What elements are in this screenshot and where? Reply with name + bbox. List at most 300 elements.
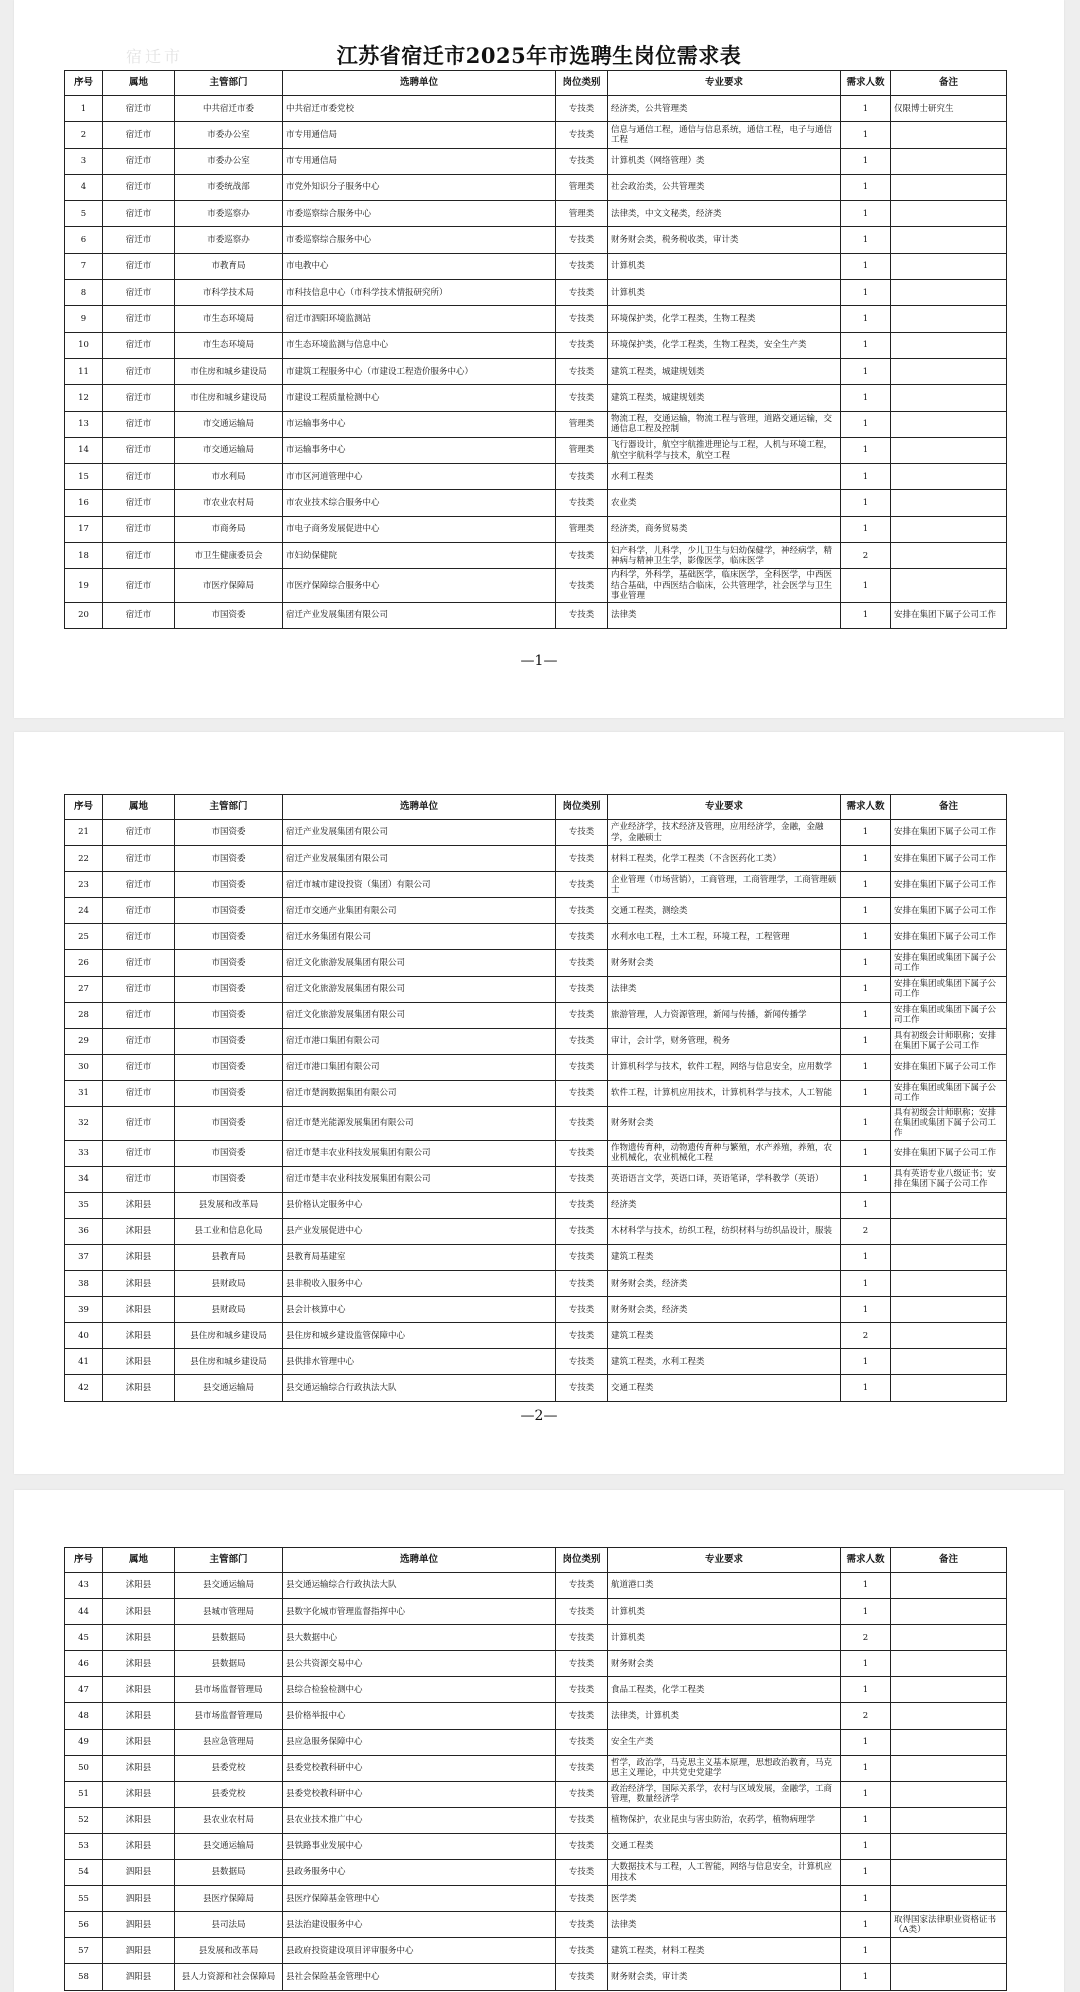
cell-remark (891, 1297, 1007, 1323)
cell-category: 专技类 (556, 1349, 608, 1375)
cell-locality: 沭阳县 (103, 1651, 175, 1677)
cell-locality: 宿迁市 (103, 1080, 175, 1106)
cell-requirement: 财务财会类 (608, 950, 841, 976)
cell-count: 1 (841, 1054, 891, 1080)
cell-locality: 宿迁市 (103, 516, 175, 542)
cell-unit: 市科技信息中心（市科学技术情报研究所） (283, 280, 556, 306)
table-row (65, 1599, 1007, 1625)
cell-count: 1 (841, 1192, 891, 1218)
cell-remark (891, 1964, 1007, 1990)
cell-count: 1 (841, 280, 891, 306)
cell-index: 20 (65, 602, 103, 628)
cell-department: 市住房和城乡建设局 (175, 358, 283, 384)
cell-remark (891, 464, 1007, 490)
cell-remark (891, 1833, 1007, 1859)
cell-department: 县医疗保障局 (175, 1886, 283, 1912)
cell-remark: 取得国家法律职业资格证书（A类） (891, 1912, 1007, 1938)
cell-index: 43 (65, 1573, 103, 1599)
cell-unit: 宿迁市港口集团有限公司 (283, 1028, 556, 1054)
table-row (65, 332, 1007, 358)
cell-count: 1 (841, 122, 891, 148)
cell-unit: 县非税收入服务中心 (283, 1271, 556, 1297)
cell-department: 市国资委 (175, 976, 283, 1002)
cell-unit: 宿迁市港口集团有限公司 (283, 1054, 556, 1080)
cell-department: 县应急管理局 (175, 1729, 283, 1755)
cell-count: 1 (841, 898, 891, 924)
cell-count: 1 (841, 1964, 891, 1990)
cell-requirement: 建筑工程类 (608, 1244, 841, 1270)
cell-remark (891, 201, 1007, 227)
cell-count: 1 (841, 306, 891, 332)
cell-department: 县交通运输局 (175, 1573, 283, 1599)
cell-count: 1 (841, 1244, 891, 1270)
table-row (65, 411, 1007, 437)
cell-count: 2 (841, 1323, 891, 1349)
cell-department: 县市场监督管理局 (175, 1703, 283, 1729)
cell-locality: 宿迁市 (103, 96, 175, 122)
cell-category: 专技类 (556, 1599, 608, 1625)
cell-locality: 沭阳县 (103, 1625, 175, 1651)
cell-count: 1 (841, 253, 891, 279)
cell-unit: 宿迁市交通产业集团有限公司 (283, 898, 556, 924)
cell-department: 市国资委 (175, 950, 283, 976)
cell-department: 县财政局 (175, 1271, 283, 1297)
cell-unit: 宿迁产业发展集团有限公司 (283, 820, 556, 846)
cell-unit: 宿迁产业发展集团有限公司 (283, 846, 556, 872)
cell-department: 县教育局 (175, 1244, 283, 1270)
cell-requirement: 环境保护类，化学工程类，生物工程类，安全生产类 (608, 332, 841, 358)
column-header-department: 主管部门 (175, 795, 283, 820)
table-row (65, 1080, 1007, 1106)
table-row (65, 872, 1007, 898)
cell-unit: 县供排水管理中心 (283, 1349, 556, 1375)
cell-department: 县委党校 (175, 1781, 283, 1807)
cell-requirement: 财务财会类 (608, 1651, 841, 1677)
cell-remark (891, 1349, 1007, 1375)
cell-count: 2 (841, 1703, 891, 1729)
cell-count: 1 (841, 1573, 891, 1599)
cell-locality: 宿迁市 (103, 464, 175, 490)
cell-index: 18 (65, 543, 103, 569)
cell-index: 23 (65, 872, 103, 898)
cell-index: 35 (65, 1192, 103, 1218)
cell-count: 1 (841, 358, 891, 384)
cell-locality: 泗阳县 (103, 1912, 175, 1938)
cell-category: 专技类 (556, 1166, 608, 1192)
table-header-row (65, 795, 1007, 820)
column-header-index: 序号 (65, 795, 103, 820)
cell-category: 专技类 (556, 820, 608, 846)
cell-count: 1 (841, 1297, 891, 1323)
column-header-category: 岗位类别 (556, 795, 608, 820)
cell-department: 市委办公室 (175, 122, 283, 148)
cell-department: 市卫生健康委员会 (175, 543, 283, 569)
cell-category: 专技类 (556, 1140, 608, 1166)
cell-count: 1 (841, 1271, 891, 1297)
table-row (65, 1297, 1007, 1323)
cell-category: 专技类 (556, 358, 608, 384)
table-row (65, 1912, 1007, 1938)
cell-requirement: 交通工程类，测绘类 (608, 898, 841, 924)
cell-unit: 宿迁市楚润数据集团有限公司 (283, 1080, 556, 1106)
cell-locality: 宿迁市 (103, 950, 175, 976)
cell-index: 14 (65, 437, 103, 463)
cell-locality: 宿迁市 (103, 898, 175, 924)
cell-index: 8 (65, 280, 103, 306)
cell-unit: 宿迁市泗阳环境监测站 (283, 306, 556, 332)
cell-category: 专技类 (556, 1912, 608, 1938)
cell-category: 管理类 (556, 201, 608, 227)
cell-locality: 宿迁市 (103, 332, 175, 358)
cell-count: 1 (841, 437, 891, 463)
cell-index: 11 (65, 358, 103, 384)
cell-count: 1 (841, 464, 891, 490)
table-row (65, 385, 1007, 411)
table-row (65, 201, 1007, 227)
column-header-unit: 选聘单位 (283, 1548, 556, 1573)
cell-index: 44 (65, 1599, 103, 1625)
cell-locality: 宿迁市 (103, 543, 175, 569)
cell-remark: 仅限博士研究生 (891, 96, 1007, 122)
table-row (65, 1349, 1007, 1375)
cell-category: 专技类 (556, 976, 608, 1002)
table-row (65, 437, 1007, 463)
cell-department: 市国资委 (175, 820, 283, 846)
cell-department: 市农业农村局 (175, 490, 283, 516)
cell-category: 专技类 (556, 385, 608, 411)
cell-count: 1 (841, 1886, 891, 1912)
cell-index: 36 (65, 1218, 103, 1244)
cell-unit: 市委巡察综合服务中心 (283, 201, 556, 227)
cell-index: 45 (65, 1625, 103, 1651)
table-row (65, 1028, 1007, 1054)
cell-category: 专技类 (556, 122, 608, 148)
cell-requirement: 计算机类（网络管理）类 (608, 148, 841, 174)
cell-requirement: 妇产科学，儿科学，少儿卫生与妇幼保健学，神经病学，精神病与精神卫生学，影像医学，临床医学 (608, 543, 841, 569)
cell-unit: 宿迁产业发展集团有限公司 (283, 602, 556, 628)
cell-category: 专技类 (556, 1271, 608, 1297)
cell-count: 1 (841, 148, 891, 174)
cell-remark: 安排在集团下属子公司工作 (891, 898, 1007, 924)
cell-department: 县数据局 (175, 1625, 283, 1651)
cell-unit: 市建设工程质量检测中心 (283, 385, 556, 411)
column-header-count: 需求人数 (841, 71, 891, 96)
cell-department: 市国资委 (175, 1002, 283, 1028)
cell-locality: 沭阳县 (103, 1573, 175, 1599)
cell-unit: 县产业发展促进中心 (283, 1218, 556, 1244)
cell-remark (891, 174, 1007, 200)
table-row (65, 1755, 1007, 1781)
cell-department: 县数据局 (175, 1651, 283, 1677)
cell-department: 县司法局 (175, 1912, 283, 1938)
cell-index: 15 (65, 464, 103, 490)
cell-unit: 县法治建设服务中心 (283, 1912, 556, 1938)
cell-remark (891, 148, 1007, 174)
cell-index: 34 (65, 1166, 103, 1192)
cell-department: 市水利局 (175, 464, 283, 490)
cell-unit: 县委党校教科研中心 (283, 1755, 556, 1781)
cell-count: 1 (841, 516, 891, 542)
cell-remark (891, 437, 1007, 463)
cell-unit: 县住房和城乡建设监管保障中心 (283, 1323, 556, 1349)
cell-index: 33 (65, 1140, 103, 1166)
column-header-category: 岗位类别 (556, 1548, 608, 1573)
cell-unit: 县政府投资建设项目评审服务中心 (283, 1938, 556, 1964)
cell-index: 55 (65, 1886, 103, 1912)
column-header-locality: 属地 (103, 71, 175, 96)
cell-count: 1 (841, 1140, 891, 1166)
cell-department: 市住房和城乡建设局 (175, 385, 283, 411)
cell-category: 专技类 (556, 1651, 608, 1677)
cell-unit: 县铁路事业发展中心 (283, 1833, 556, 1859)
cell-index: 58 (65, 1964, 103, 1990)
cell-category: 管理类 (556, 516, 608, 542)
table-row (65, 1166, 1007, 1192)
cell-department: 市交通运输局 (175, 411, 283, 437)
cell-requirement: 企业管理（市场营销），工商管理，工商管理学，工商管理硕士 (608, 872, 841, 898)
table-row (65, 1964, 1007, 1990)
cell-category: 专技类 (556, 306, 608, 332)
cell-unit: 市农业技术综合服务中心 (283, 490, 556, 516)
cell-requirement: 木材科学与技术，纺织工程，纺织材料与纺织品设计，服装 (608, 1218, 841, 1244)
cell-index: 3 (65, 148, 103, 174)
table-row (65, 1860, 1007, 1886)
cell-locality: 宿迁市 (103, 437, 175, 463)
cell-count: 1 (841, 1912, 891, 1938)
cell-requirement: 产业经济学，技术经济及管理，应用经济学，金融，金融学，金融硕士 (608, 820, 841, 846)
cell-index: 28 (65, 1002, 103, 1028)
table-row (65, 602, 1007, 628)
cell-requirement: 计算机类 (608, 253, 841, 279)
cell-requirement: 物流工程，交通运输，物流工程与管理，道路交通运输，交通信息工程及控制 (608, 411, 841, 437)
cell-locality: 宿迁市 (103, 306, 175, 332)
cell-unit: 宿迁市楚丰农业科技发展集团有限公司 (283, 1166, 556, 1192)
cell-index: 25 (65, 924, 103, 950)
cell-category: 专技类 (556, 1028, 608, 1054)
cell-category: 专技类 (556, 490, 608, 516)
cell-count: 1 (841, 96, 891, 122)
document-page-2 (14, 732, 1064, 1474)
cell-requirement: 建筑工程类，城建规划类 (608, 385, 841, 411)
cell-category: 专技类 (556, 227, 608, 253)
cell-category: 专技类 (556, 569, 608, 603)
cell-index: 10 (65, 332, 103, 358)
cell-locality: 宿迁市 (103, 1028, 175, 1054)
column-header-index: 序号 (65, 1548, 103, 1573)
cell-remark (891, 1938, 1007, 1964)
table-row (65, 253, 1007, 279)
cell-remark (891, 306, 1007, 332)
cell-department: 县数据局 (175, 1860, 283, 1886)
column-header-category: 岗位类别 (556, 71, 608, 96)
cell-department: 县城市管理局 (175, 1599, 283, 1625)
cell-requirement: 计算机类 (608, 280, 841, 306)
cell-requirement: 英语语言文学，英语口译，英语笔译，学科教学（英语） (608, 1166, 841, 1192)
table-row (65, 96, 1007, 122)
cell-unit: 县应急服务保障中心 (283, 1729, 556, 1755)
column-header-department: 主管部门 (175, 71, 283, 96)
cell-requirement: 航道港口类 (608, 1573, 841, 1599)
column-header-requirement: 专业要求 (608, 71, 841, 96)
cell-index: 1 (65, 96, 103, 122)
table-row (65, 820, 1007, 846)
cell-category: 专技类 (556, 872, 608, 898)
table-row (65, 490, 1007, 516)
cell-category: 专技类 (556, 1244, 608, 1270)
cell-index: 47 (65, 1677, 103, 1703)
column-header-count: 需求人数 (841, 1548, 891, 1573)
cell-requirement: 信息与通信工程，通信与信息系统，通信工程，电子与通信工程 (608, 122, 841, 148)
document-page-1 (14, 0, 1064, 718)
table-row (65, 174, 1007, 200)
cell-count: 1 (841, 1651, 891, 1677)
cell-category: 专技类 (556, 1860, 608, 1886)
cell-remark (891, 543, 1007, 569)
cell-locality: 宿迁市 (103, 1107, 175, 1141)
cell-remark: 安排在集团下属子公司工作 (891, 846, 1007, 872)
cell-unit: 市党外知识分子服务中心 (283, 174, 556, 200)
cell-unit: 市市区河道管理中心 (283, 464, 556, 490)
cell-locality: 沭阳县 (103, 1271, 175, 1297)
table-row (65, 1375, 1007, 1401)
cell-category: 专技类 (556, 1703, 608, 1729)
cell-remark: 具有初级会计师职称；安排在集团下属子公司工作 (891, 1028, 1007, 1054)
cell-unit: 县交通运输综合行政执法大队 (283, 1375, 556, 1401)
cell-requirement: 旅游管理，人力资源管理，新闻与传播，新闻传播学 (608, 1002, 841, 1028)
cell-remark (891, 1625, 1007, 1651)
header-stamp: 宿迁市 (126, 47, 184, 66)
cell-requirement: 财务财会类，经济类 (608, 1297, 841, 1323)
cell-locality: 宿迁市 (103, 1002, 175, 1028)
document-page-3 (14, 1490, 1064, 1992)
cell-unit: 县委党校教科研中心 (283, 1781, 556, 1807)
cell-locality: 宿迁市 (103, 872, 175, 898)
cell-requirement: 计算机类 (608, 1625, 841, 1651)
cell-unit: 市妇幼保健院 (283, 543, 556, 569)
cell-requirement: 法律类，计算机类 (608, 1703, 841, 1729)
column-header-remark: 备注 (891, 71, 1007, 96)
table-row (65, 122, 1007, 148)
cell-unit: 宿迁文化旅游发展集团有限公司 (283, 950, 556, 976)
cell-requirement: 经济类，商务贸易类 (608, 516, 841, 542)
cell-department: 市科学技术局 (175, 280, 283, 306)
cell-locality: 宿迁市 (103, 385, 175, 411)
cell-category: 专技类 (556, 950, 608, 976)
cell-department: 市国资委 (175, 924, 283, 950)
cell-requirement: 法律类 (608, 976, 841, 1002)
table-row (65, 1323, 1007, 1349)
column-header-remark: 备注 (891, 795, 1007, 820)
cell-count: 1 (841, 1002, 891, 1028)
cell-department: 市国资委 (175, 1140, 283, 1166)
cell-remark: 安排在集团或集团下属子公司工作 (891, 976, 1007, 1002)
cell-locality: 沭阳县 (103, 1729, 175, 1755)
cell-unit: 市运输事务中心 (283, 437, 556, 463)
column-header-unit: 选聘单位 (283, 795, 556, 820)
cell-count: 2 (841, 543, 891, 569)
cell-index: 51 (65, 1781, 103, 1807)
cell-count: 1 (841, 1729, 891, 1755)
cell-category: 专技类 (556, 1375, 608, 1401)
cell-locality: 宿迁市 (103, 976, 175, 1002)
cell-requirement: 水利工程类 (608, 464, 841, 490)
cell-unit: 县政务服务中心 (283, 1860, 556, 1886)
cell-index: 17 (65, 516, 103, 542)
cell-requirement: 经济类 (608, 1192, 841, 1218)
cell-locality: 沭阳县 (103, 1375, 175, 1401)
table-row (65, 358, 1007, 384)
column-header-unit: 选聘单位 (283, 71, 556, 96)
cell-locality: 泗阳县 (103, 1938, 175, 1964)
cell-category: 专技类 (556, 464, 608, 490)
table-row (65, 846, 1007, 872)
cell-count: 1 (841, 332, 891, 358)
cell-unit: 县医疗保障基金管理中心 (283, 1886, 556, 1912)
cell-index: 16 (65, 490, 103, 516)
cell-department: 县住房和城乡建设局 (175, 1349, 283, 1375)
cell-requirement: 大数据技术与工程，人工智能，网络与信息安全，计算机应用技术 (608, 1860, 841, 1886)
table-row (65, 1781, 1007, 1807)
column-header-requirement: 专业要求 (608, 795, 841, 820)
table-row (65, 1573, 1007, 1599)
cell-index: 40 (65, 1323, 103, 1349)
cell-requirement: 环境保护类，化学工程类，生物工程类 (608, 306, 841, 332)
cell-unit: 市专用通信局 (283, 148, 556, 174)
cell-remark (891, 1192, 1007, 1218)
cell-unit: 宿迁水务集团有限公司 (283, 924, 556, 950)
cell-unit: 县会计核算中心 (283, 1297, 556, 1323)
column-header-index: 序号 (65, 71, 103, 96)
cell-requirement: 财务财会类，经济类 (608, 1271, 841, 1297)
cell-locality: 沭阳县 (103, 1677, 175, 1703)
cell-requirement: 政治经济学，国际关系学，农村与区域发展，金融学，工商管理，数量经济学 (608, 1781, 841, 1807)
cell-category: 专技类 (556, 1573, 608, 1599)
cell-count: 1 (841, 1599, 891, 1625)
cell-remark (891, 1218, 1007, 1244)
cell-department: 县市场监督管理局 (175, 1677, 283, 1703)
cell-remark: 具有初级会计师职称；安排在集团或集团下属子公司工作 (891, 1107, 1007, 1141)
cell-requirement: 交通工程类 (608, 1375, 841, 1401)
cell-category: 专技类 (556, 1886, 608, 1912)
cell-index: 56 (65, 1912, 103, 1938)
cell-category: 专技类 (556, 1625, 608, 1651)
cell-unit: 市电子商务发展促进中心 (283, 516, 556, 542)
column-header-count: 需求人数 (841, 795, 891, 820)
cell-requirement: 水利水电工程，土木工程，环境工程，工程管理 (608, 924, 841, 950)
cell-department: 市教育局 (175, 253, 283, 279)
cell-category: 专技类 (556, 1807, 608, 1833)
cell-index: 38 (65, 1271, 103, 1297)
cell-count: 1 (841, 1833, 891, 1859)
cell-index: 4 (65, 174, 103, 200)
cell-locality: 宿迁市 (103, 924, 175, 950)
table-row (65, 1625, 1007, 1651)
cell-requirement: 法律类 (608, 1912, 841, 1938)
cell-index: 5 (65, 201, 103, 227)
cell-count: 1 (841, 846, 891, 872)
cell-department: 市生态环境局 (175, 332, 283, 358)
cell-requirement: 飞行器设计，航空宇航推进理论与工程，人机与环境工程，航空宇航科学与技术，航空工程 (608, 437, 841, 463)
cell-requirement: 计算机类 (608, 1599, 841, 1625)
cell-category: 专技类 (556, 543, 608, 569)
cell-requirement: 植物保护，农业昆虫与害虫防治，农药学，植物病理学 (608, 1807, 841, 1833)
cell-locality: 宿迁市 (103, 490, 175, 516)
cell-index: 54 (65, 1860, 103, 1886)
cell-remark: 安排在集团或集团下属子公司工作 (891, 1080, 1007, 1106)
cell-unit: 县数字化城市管理监督指挥中心 (283, 1599, 556, 1625)
document-title: 江苏省宿迁市2025年市选聘生岗位需求表 (336, 43, 742, 68)
cell-department: 市委统战部 (175, 174, 283, 200)
